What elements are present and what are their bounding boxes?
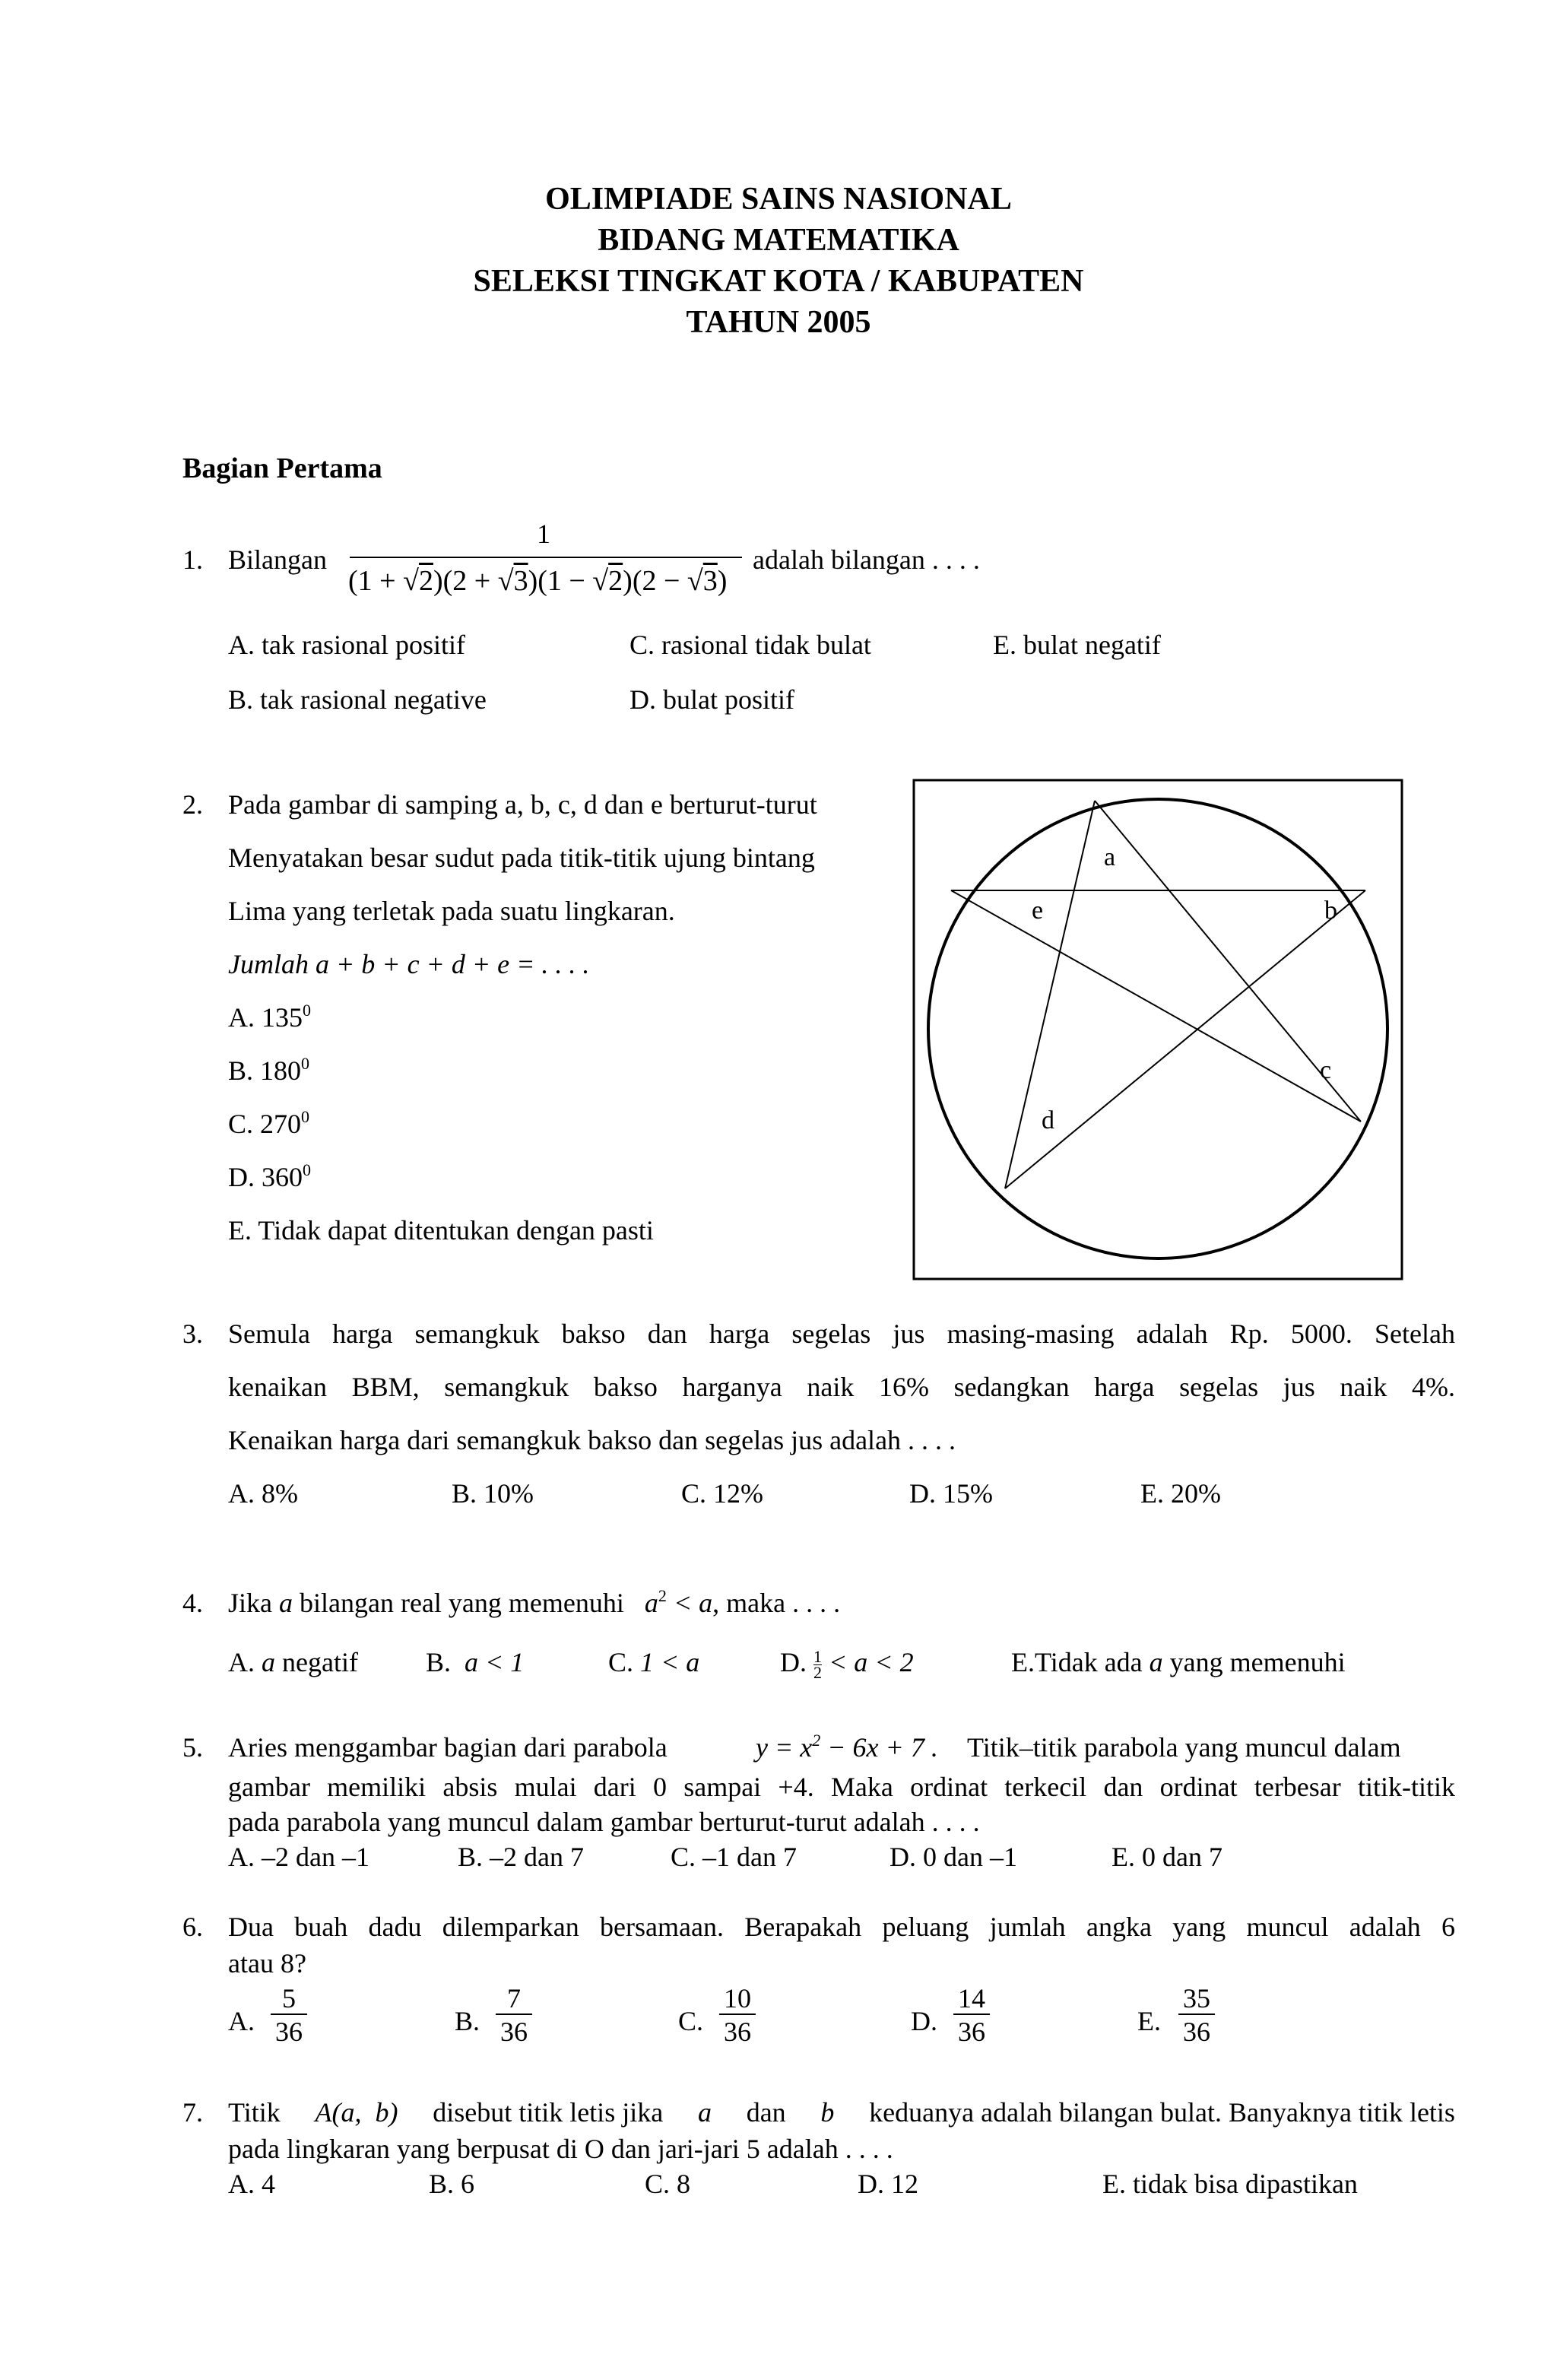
option-b: B. –2 dan 7 [458,1842,584,1872]
option-e: E. 0 dan 7 [1111,1842,1222,1872]
question-line-4: Jumlah a + b + c + d + e = . . . . [228,949,590,979]
option-a: A. a negatif [228,1647,358,1677]
option-d-label: D. [911,2006,937,2036]
label-c: c [1320,1056,1332,1084]
title-line-2: BIDANG MATEMATIKA [598,223,959,258]
question-number: 1. [182,544,203,575]
option-e-fraction: 35 36 [1178,1983,1215,2048]
title-line-3: SELEKSI TINGKAT KOTA / KABUPATEN [473,264,1084,299]
option-c: C. 8 [645,2169,691,2199]
option-c: C. $270^0$ [228,1107,310,1139]
option-d-fraction: 14 36 [953,1983,990,2048]
option-b: B. a < 1 [426,1647,525,1677]
question-number: 7. [182,2097,203,2128]
question-line-1: Titik A(a, b) disebut titik letis jika a dan b keduanya adalah bilangan bulat. Banyaknya titik letis [228,2097,1455,2128]
label-a: a [1104,843,1116,871]
option-d: D. $\frac{1}{2}$ < a < 2 [780,1647,914,1683]
option-b-label: B. [455,2006,480,2036]
option-a: A. –2 dan –1 [228,1842,369,1872]
option-a: A. 8% [228,1478,298,1509]
question-line-2: pada lingkaran yang berpusat di O dan jari-jari 5 adalah . . . . [228,2134,893,2164]
option-b: B. 10% [452,1478,534,1509]
option-e: E. bulat negatif [993,630,1161,660]
option-e: E.Tidak ada a yang memenuhi [1011,1647,1346,1677]
option-c-label: C. [678,2006,704,2036]
fraction-denominator: (1 + √2)(2 + √3)(1 − √2)(2 − √3) [348,565,728,597]
fraction-numerator: 1 [537,519,550,549]
option-e: E. tidak bisa dipastikan [1102,2169,1358,2199]
question-line-1a: Aries menggambar bagian dari parabola [228,1732,668,1763]
option-d: D. $360^0$ [228,1160,311,1192]
label-d: d [1042,1106,1054,1134]
question-line-1: Semula harga semangkuk bakso dan harga segelas jus masing-masing adalah Rp. 5000. Setelah [228,1319,1455,1349]
question-prefix: Bilangan [228,544,327,575]
option-a-fraction: 5 36 [271,1983,307,2048]
option-d: D. 15% [909,1478,993,1509]
option-c: C. rasional tidak bulat [629,630,871,660]
option-d: D. 0 dan –1 [889,1842,1017,1872]
option-b: B. tak rasional negative [228,684,487,715]
question-line-2: atau 8? [228,1948,306,1979]
section-heading: Bagian Pertama [182,452,382,484]
option-b: B. 6 [429,2169,475,2199]
question-number: 6. [182,1912,203,1942]
star-line-b-d [1005,890,1365,1188]
question-line-3: pada parabola yang muncul dalam gambar berturut-turut adalah . . . . [228,1807,980,1837]
star-line-e-c [951,890,1361,1122]
star-in-circle-figure [912,779,1403,1280]
option-a: A. $135^0$ [228,1001,311,1033]
option-e: E. Tidak dapat ditentukan dengan pasti [228,1215,654,1246]
figure-frame [914,780,1402,1279]
question-line-2: gambar memiliki absis mulai dari 0 sampai +4. Maka ordinat terkecil dan ordinat terbesar titik-titik [228,1772,1455,1802]
question-number: 3. [182,1319,203,1349]
label-b: b [1324,896,1337,925]
question-line-3: Kenaikan harga dari semangkuk bakso dan segelas jus adalah . . . . [228,1425,956,1455]
question-text: Jika a bilangan real yang memenuhi $a^2 < a$, maka . . . . [228,1586,841,1618]
fraction-bar [350,557,742,558]
question-number: 4. [182,1588,203,1618]
question-line-2: kenaikan BBM, semangkuk bakso harganya naik 16% sedangkan harga segelas jus naik 4%. [228,1372,1455,1402]
question-line-2: Menyatakan besar sudut pada titik-titik ujung bintang [228,843,815,873]
question-line-1: Pada gambar di samping a, b, c, d dan e berturut-turut [228,789,817,820]
option-e-label: E. [1137,2006,1161,2036]
title-line-1: OLIMPIADE SAINS NASIONAL [545,182,1012,217]
question-number: 5. [182,1732,203,1763]
title-line-4: TAHUN 2005 [686,305,871,340]
option-a: A. tak rasional positif [228,630,465,660]
question-line-3: Lima yang terletak pada suatu lingkaran. [228,896,675,926]
label-e: e [1032,896,1044,925]
question-line-1: Dua buah dadu dilemparkan bersamaan. Berapakah peluang jumlah angka yang muncul adalah 6 [228,1912,1455,1942]
option-b-fraction: 7 36 [496,1983,532,2048]
option-d: D. 12 [858,2169,918,2199]
option-c: C. 12% [681,1478,763,1509]
option-c: C. –1 dan 7 [671,1842,797,1872]
option-c: C. 1 < a [608,1647,700,1677]
question-line-1b: Titik–titik parabola yang muncul dalam [967,1732,1401,1763]
option-c-fraction: 10 36 [719,1983,756,2048]
option-b: B. $180^0$ [228,1054,310,1086]
question-suffix: adalah bilangan . . . . [753,544,980,575]
option-a-label: A. [228,2006,255,2036]
option-e: E. 20% [1140,1478,1221,1509]
option-a: A. 4 [228,2169,275,2199]
parabola-equation: $y = x^2 - 6x + 7$ . [756,1731,938,1763]
question-number: 2. [182,789,203,820]
circle [928,799,1387,1258]
option-d: D. bulat positif [629,684,794,715]
